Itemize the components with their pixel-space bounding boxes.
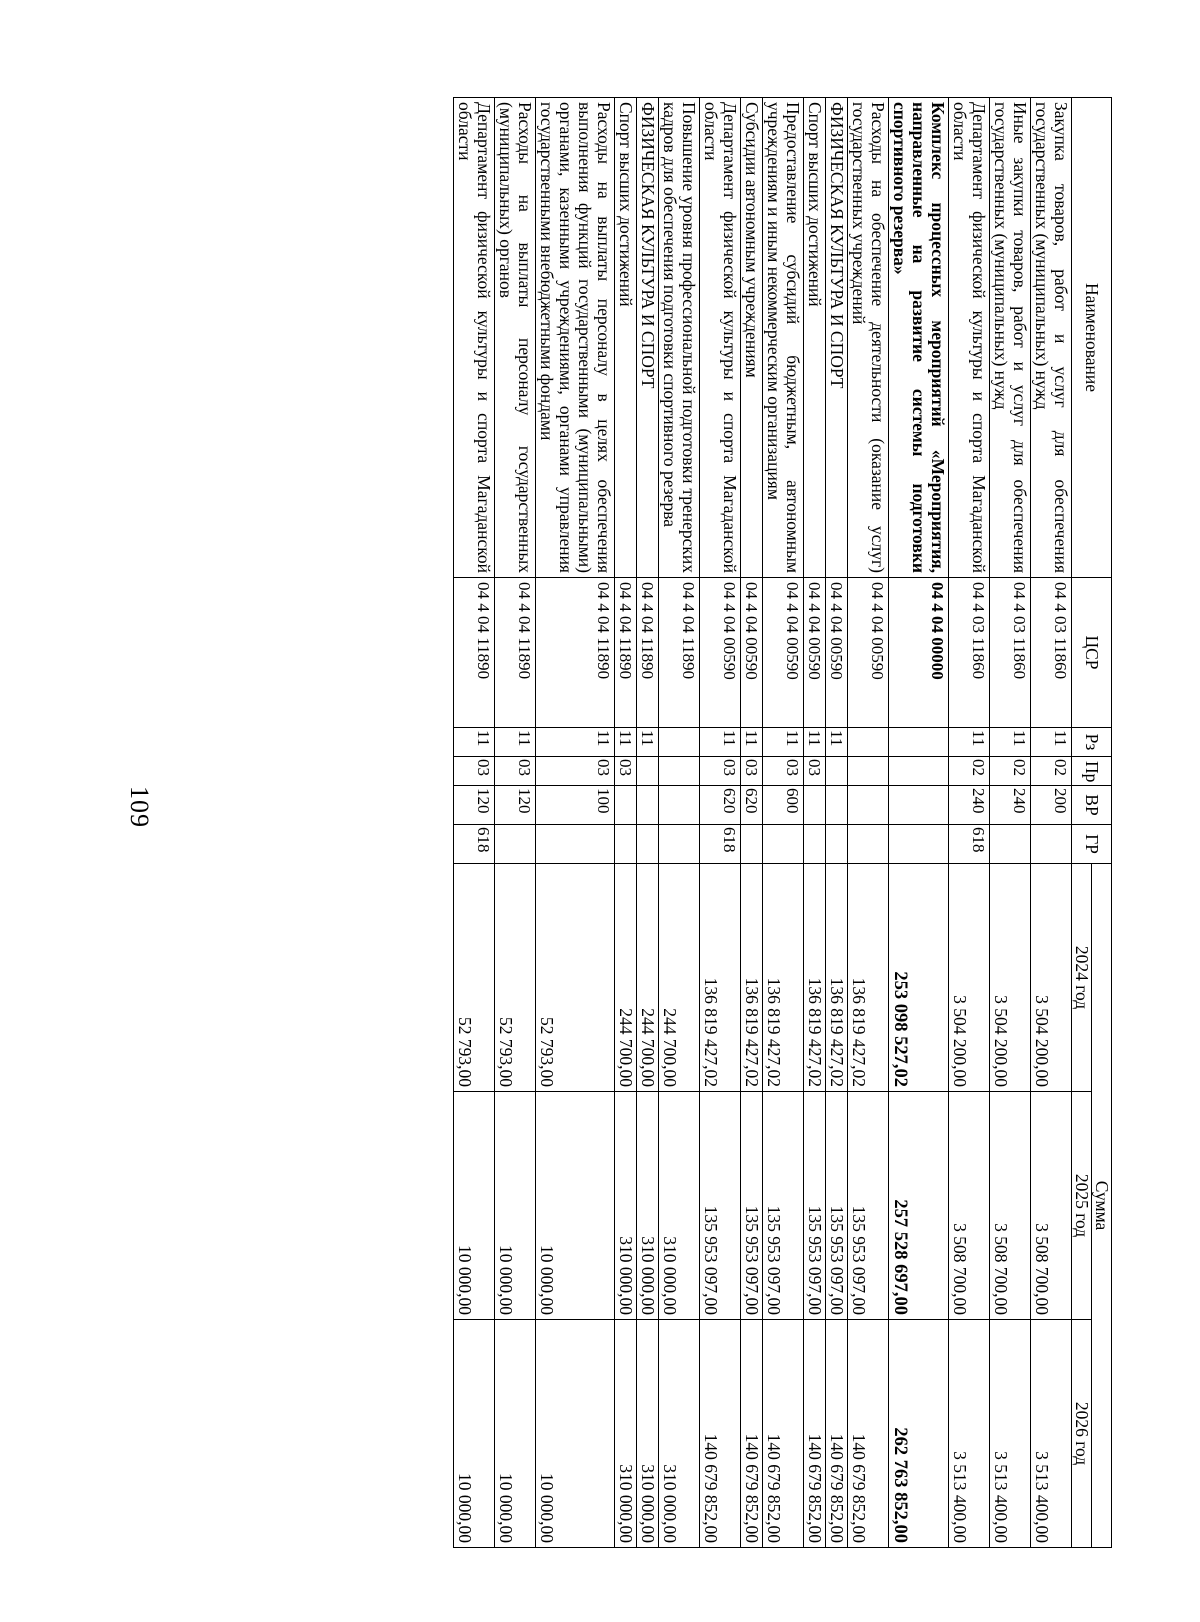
- row-amount-2025: 3 508 700,00: [1031, 1092, 1072, 1320]
- row-amount-2024: 52 793,00: [454, 864, 495, 1092]
- row-vr-cell: 620: [700, 786, 741, 825]
- row-csr-cell: 04 4 04 00590: [763, 578, 804, 728]
- row-amount-2026: 140 679 852,00: [848, 1320, 889, 1548]
- row-name-cell: Повышение уровня профессиональной подготовки тренерских кадров для обеспечения подготовки спортивного резерва: [659, 98, 700, 578]
- table-body: [454, 98, 1072, 1548]
- row-amount-2024: 244 700,00: [615, 864, 637, 1092]
- row-name-cell: Расходы на выплаты персоналу в целях обеспечения выполнения функций государственными (муниципальными) органами, казенными учреждениями, органами управления государственными внебюджетными фондами: [536, 98, 615, 578]
- row-rz-cell: [659, 728, 700, 757]
- row-name-cell: Департамент физической культуры и спорта Магаданской области: [700, 98, 741, 578]
- row-amount-2026: 140 679 852,00: [741, 1320, 763, 1548]
- row-vr-cell: [804, 786, 826, 825]
- table-row: [1031, 98, 1072, 1548]
- row-amount-2025: 3 508 700,00: [990, 1092, 1031, 1320]
- row-gr-cell: 618: [949, 825, 990, 864]
- row-amount-2026: 10 000,00: [454, 1320, 495, 1548]
- row-name-cell: ФИЗИЧЕСКАЯ КУЛЬТУРА И СПОРТ: [826, 98, 848, 578]
- row-csr-cell: 04 4 04 00590: [848, 578, 889, 728]
- row-amount-2024: 136 819 427,02: [700, 864, 741, 1092]
- row-pr-cell: [848, 757, 889, 786]
- row-amount-2025: 3 508 700,00: [949, 1092, 990, 1320]
- row-amount-2026: 262 763 852,00: [889, 1320, 949, 1548]
- row-name-cell: Спорт высших достижений: [615, 98, 637, 578]
- row-amount-2024: 253 098 527,02: [889, 864, 949, 1092]
- table-row: [637, 98, 659, 1548]
- row-pr-cell: 03: [700, 757, 741, 786]
- row-gr-cell: 618: [454, 825, 495, 864]
- row-pr-cell: 03: [454, 757, 495, 786]
- row-vr-cell: 120: [495, 786, 536, 825]
- row-amount-2026: 140 679 852,00: [763, 1320, 804, 1548]
- row-rz-cell: 11: [700, 728, 741, 757]
- table-row: [949, 98, 990, 1548]
- row-amount-2024: 136 819 427,02: [848, 864, 889, 1092]
- table-header: [1072, 98, 1112, 1548]
- row-pr-cell: 03: [615, 757, 637, 786]
- row-rz-cell: 11: [804, 728, 826, 757]
- row-csr-cell: 04 4 04 11890: [637, 578, 659, 728]
- row-amount-2026: 10 000,00: [495, 1320, 536, 1548]
- header-name: Наименование: [1072, 98, 1112, 578]
- row-csr-cell: 04 4 04 00590: [700, 578, 741, 728]
- table-row: [741, 98, 763, 1548]
- row-csr-cell: 04 4 03 11860: [949, 578, 990, 728]
- row-amount-2025: 310 000,00: [637, 1092, 659, 1320]
- table-row: [659, 98, 700, 1548]
- row-amount-2025: 310 000,00: [615, 1092, 637, 1320]
- row-vr-cell: 100: [536, 786, 615, 825]
- header-csr: ЦСР: [1072, 578, 1112, 728]
- row-gr-cell: [659, 825, 700, 864]
- row-amount-2025: 10 000,00: [536, 1092, 615, 1320]
- table-row: [848, 98, 889, 1548]
- rotated-page-content: [212, 97, 1112, 1547]
- row-amount-2024: 244 700,00: [637, 864, 659, 1092]
- row-rz-cell: 11: [763, 728, 804, 757]
- row-amount-2026: 310 000,00: [615, 1320, 637, 1548]
- row-gr-cell: [804, 825, 826, 864]
- header-vr: ВР: [1072, 786, 1112, 825]
- row-amount-2024: 3 504 200,00: [949, 864, 990, 1092]
- table-row: [990, 98, 1031, 1548]
- table-row: [763, 98, 804, 1548]
- row-amount-2024: 136 819 427,02: [804, 864, 826, 1092]
- row-name-cell: Предоставление субсидий бюджетным, автономным учреждениям и иным некоммерческим организациям: [763, 98, 804, 578]
- row-csr-cell: 04 4 04 00000: [889, 578, 949, 728]
- row-vr-cell: 240: [990, 786, 1031, 825]
- header-year-2025: 2025 год: [1072, 1092, 1092, 1320]
- row-csr-cell: 04 4 04 11890: [454, 578, 495, 728]
- row-pr-cell: 03: [741, 757, 763, 786]
- row-gr-cell: [1031, 825, 1072, 864]
- row-csr-cell: 04 4 04 00590: [804, 578, 826, 728]
- table-row: [826, 98, 848, 1548]
- header-gr: ГР: [1072, 825, 1112, 864]
- row-gr-cell: [848, 825, 889, 864]
- row-csr-cell: 04 4 04 11890: [495, 578, 536, 728]
- row-name-cell: Департамент физической культуры и спорта Магаданской области: [949, 98, 990, 578]
- table-row: [454, 98, 495, 1548]
- row-rz-cell: 11: [615, 728, 637, 757]
- header-year-2024: 2024 год: [1072, 864, 1092, 1092]
- row-vr-cell: [889, 786, 949, 825]
- row-amount-2024: 136 819 427,02: [763, 864, 804, 1092]
- row-amount-2024: 244 700,00: [659, 864, 700, 1092]
- row-pr-cell: [637, 757, 659, 786]
- row-pr-cell: 03: [763, 757, 804, 786]
- row-amount-2024: 136 819 427,02: [741, 864, 763, 1092]
- row-amount-2024: 52 793,00: [495, 864, 536, 1092]
- row-gr-cell: [990, 825, 1031, 864]
- row-amount-2026: 310 000,00: [659, 1320, 700, 1548]
- header-sum: Сумма: [1092, 864, 1112, 1548]
- row-amount-2024: 136 819 427,02: [826, 864, 848, 1092]
- row-vr-cell: 200: [1031, 786, 1072, 825]
- row-rz-cell: [848, 728, 889, 757]
- table-row: [889, 98, 949, 1548]
- row-pr-cell: 03: [536, 757, 615, 786]
- page-number: 109: [125, 786, 154, 828]
- row-pr-cell: 02: [990, 757, 1031, 786]
- row-rz-cell: 11: [990, 728, 1031, 757]
- row-pr-cell: [659, 757, 700, 786]
- row-amount-2025: 135 953 097,00: [763, 1092, 804, 1320]
- row-pr-cell: 03: [804, 757, 826, 786]
- table-row: [615, 98, 637, 1548]
- row-csr-cell: 04 4 04 11890: [536, 578, 615, 728]
- row-gr-cell: [637, 825, 659, 864]
- row-rz-cell: 11: [826, 728, 848, 757]
- row-rz-cell: 11: [536, 728, 615, 757]
- row-vr-cell: 120: [454, 786, 495, 825]
- row-amount-2024: 3 504 200,00: [990, 864, 1031, 1092]
- header-rz: Рз: [1072, 728, 1112, 757]
- row-csr-cell: 04 4 04 00590: [741, 578, 763, 728]
- row-gr-cell: [826, 825, 848, 864]
- row-name-cell: Закупка товаров, работ и услуг для обеспечения государственных (муниципальных) нужд: [1031, 98, 1072, 578]
- row-rz-cell: 11: [495, 728, 536, 757]
- row-csr-cell: 04 4 03 11860: [1031, 578, 1072, 728]
- row-name-cell: Комплекс процессных мероприятий «Мероприятия, направленные на развитие системы подготовки спортивного резерва»: [889, 98, 949, 578]
- row-amount-2026: 140 679 852,00: [700, 1320, 741, 1548]
- row-amount-2026: 310 000,00: [637, 1320, 659, 1548]
- row-vr-cell: 240: [949, 786, 990, 825]
- row-csr-cell: 04 4 03 11860: [990, 578, 1031, 728]
- row-amount-2026: 140 679 852,00: [826, 1320, 848, 1548]
- row-amount-2026: 10 000,00: [536, 1320, 615, 1548]
- row-amount-2024: 52 793,00: [536, 864, 615, 1092]
- row-amount-2026: 140 679 852,00: [804, 1320, 826, 1548]
- row-amount-2026: 3 513 400,00: [949, 1320, 990, 1548]
- row-vr-cell: [826, 786, 848, 825]
- row-amount-2025: 10 000,00: [495, 1092, 536, 1320]
- row-csr-cell: 04 4 04 11890: [615, 578, 637, 728]
- row-gr-cell: [536, 825, 615, 864]
- row-vr-cell: [659, 786, 700, 825]
- row-rz-cell: 11: [1031, 728, 1072, 757]
- row-amount-2025: 135 953 097,00: [804, 1092, 826, 1320]
- table-row: [495, 98, 536, 1548]
- row-gr-cell: [889, 825, 949, 864]
- row-gr-cell: [763, 825, 804, 864]
- row-vr-cell: [637, 786, 659, 825]
- row-rz-cell: 11: [454, 728, 495, 757]
- row-amount-2025: 135 953 097,00: [848, 1092, 889, 1320]
- row-vr-cell: [848, 786, 889, 825]
- row-csr-cell: 04 4 04 00590: [826, 578, 848, 728]
- row-gr-cell: [615, 825, 637, 864]
- row-pr-cell: [826, 757, 848, 786]
- row-pr-cell: 03: [495, 757, 536, 786]
- table-row: [804, 98, 826, 1548]
- row-name-cell: Расходы на выплаты персоналу государственных (муниципальных) органов: [495, 98, 536, 578]
- row-amount-2025: 135 953 097,00: [741, 1092, 763, 1320]
- row-amount-2025: 257 528 697,00: [889, 1092, 949, 1320]
- row-amount-2025: 135 953 097,00: [826, 1092, 848, 1320]
- table-row: [536, 98, 615, 1548]
- table-row: [700, 98, 741, 1548]
- row-csr-cell: 04 4 04 11890: [659, 578, 700, 728]
- header-year-2026: 2026 год: [1072, 1320, 1092, 1548]
- row-amount-2026: 3 513 400,00: [1031, 1320, 1072, 1548]
- row-vr-cell: [615, 786, 637, 825]
- budget-table: [453, 97, 1112, 1548]
- row-name-cell: Расходы на обеспечение деятельности (оказание услуг) государственных учреждений: [848, 98, 889, 578]
- row-amount-2024: 3 504 200,00: [1031, 864, 1072, 1092]
- row-vr-cell: 600: [763, 786, 804, 825]
- row-rz-cell: 11: [741, 728, 763, 757]
- row-rz-cell: [889, 728, 949, 757]
- row-gr-cell: [495, 825, 536, 864]
- row-amount-2025: 135 953 097,00: [700, 1092, 741, 1320]
- row-amount-2025: 10 000,00: [454, 1092, 495, 1320]
- row-vr-cell: 620: [741, 786, 763, 825]
- row-name-cell: Департамент физической культуры и спорта Магаданской области: [454, 98, 495, 578]
- row-pr-cell: 02: [1031, 757, 1072, 786]
- row-gr-cell: 618: [700, 825, 741, 864]
- row-rz-cell: 11: [949, 728, 990, 757]
- row-gr-cell: [741, 825, 763, 864]
- row-name-cell: ФИЗИЧЕСКАЯ КУЛЬТУРА И СПОРТ: [637, 98, 659, 578]
- row-amount-2025: 310 000,00: [659, 1092, 700, 1320]
- row-name-cell: Спорт высших достижений: [804, 98, 826, 578]
- row-rz-cell: 11: [637, 728, 659, 757]
- row-pr-cell: [889, 757, 949, 786]
- row-pr-cell: 02: [949, 757, 990, 786]
- row-name-cell: Иные закупки товаров, работ и услуг для обеспечения государственных (муниципальных) нужд: [990, 98, 1031, 578]
- row-name-cell: Субсидии автономным учреждениям: [741, 98, 763, 578]
- header-pr: Пр: [1072, 757, 1112, 786]
- row-amount-2026: 3 513 400,00: [990, 1320, 1031, 1548]
